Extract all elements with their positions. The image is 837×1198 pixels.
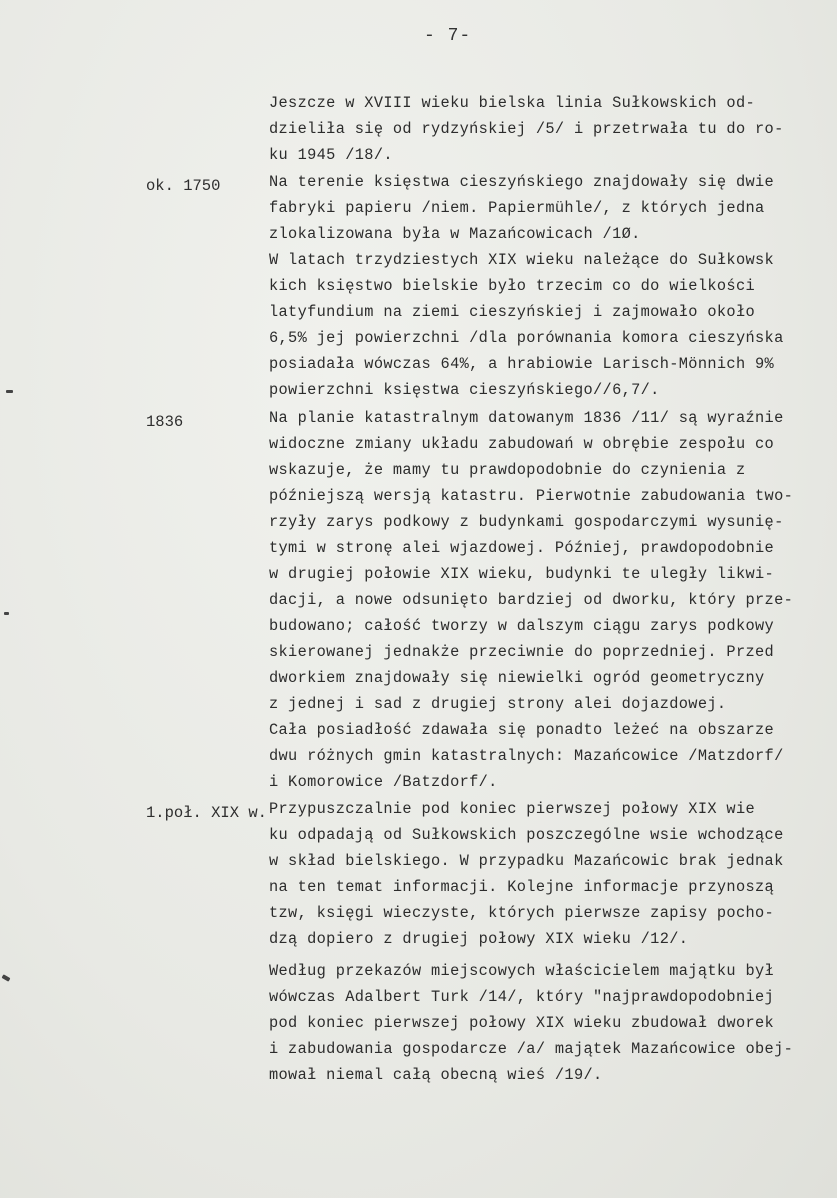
text-line: Cała posiadłość zdawała się ponadto leżeć na obszarze bbox=[269, 721, 775, 739]
text-line: rzyły zarys podkowy z budynkami gospodarczymi wysunię- bbox=[269, 513, 784, 531]
text-line: dwu różnych gmin katastralnych: Mazańcowice /Matzdorf/ bbox=[269, 747, 784, 765]
text-line: powierzchni księstwa cieszyńskiego//6,7/. bbox=[269, 381, 660, 399]
text-line: tymi w stronę alei wjazdowej. Później, prawdopodobnie bbox=[269, 539, 775, 557]
scan-speck bbox=[6, 390, 13, 393]
text-line: Jeszcze w XVIII wieku bielska linia Sułkowskich od- bbox=[269, 94, 756, 112]
text-line: mował niemal całą obecną wieś /19/. bbox=[269, 1066, 603, 1084]
entry-date: ok. 1750 bbox=[146, 177, 221, 195]
text-line: posiadała wówczas 64%, a hrabiowie Larisch-Mönnich 9% bbox=[269, 355, 775, 373]
text-line: i Komorowice /Batzdorf/. bbox=[269, 773, 498, 791]
text-line: w skład bielskiego. W przypadku Mazańcowic brak jednak bbox=[269, 852, 784, 870]
text-line: na ten temat informacji. Kolejne informacje przynoszą bbox=[269, 878, 775, 896]
text-line: widoczne zmiany układu zabudowań w obrębie zespołu co bbox=[269, 435, 775, 453]
text-line: i zabudowania gospodarcze /a/ majątek Mazańcowice obej- bbox=[269, 1040, 794, 1058]
text-line: W latach trzydziestych XIX wieku należące do Sułkowsk bbox=[269, 251, 775, 269]
text-line: tzw, księgi wieczyste, których pierwsze zapisy pocho- bbox=[269, 904, 775, 922]
entry-date: 1836 bbox=[146, 413, 184, 431]
text-line: dzieliła się od rydzyńskiej /5/ i przetrwała tu do ro- bbox=[269, 120, 784, 138]
text-line: zlokalizowana była w Mazańcowicach /1Ø. bbox=[269, 225, 641, 243]
text-line: dacji, a nowe odsunięto bardziej od dworku, który prze- bbox=[269, 591, 794, 609]
text-line: dzą dopiero z drugiej połowy XIX wieku /12/. bbox=[269, 930, 689, 948]
text-line: Przypuszczalnie pod koniec pierwszej połowy XIX wie bbox=[269, 800, 756, 818]
text-line: Na planie katastralnym datowanym 1836 /11/ są wyraźnie bbox=[269, 409, 784, 427]
scan-speck bbox=[4, 612, 9, 615]
text-line: kich księstwo bielskie było trzecim co do wielkości bbox=[269, 277, 756, 295]
text-line: dworkiem znajdowały się niewielki ogród geometryczny bbox=[269, 669, 765, 687]
text-line: późniejszą wersją katastru. Pierwotnie zabudowania two- bbox=[269, 487, 794, 505]
text-line: latyfundium na ziemi cieszyńskiej i zajmowało około bbox=[269, 303, 756, 321]
text-line: 6,5% jej powierzchni /dla porównania komora cieszyńska bbox=[269, 329, 784, 347]
text-line: budowano; całość tworzy w dalszym ciągu zarys podkowy bbox=[269, 617, 775, 635]
text-line: w drugiej połowie XIX wieku, budynki te uległy likwi- bbox=[269, 565, 775, 583]
page-number: - 7- bbox=[424, 26, 472, 46]
scan-speck bbox=[2, 974, 11, 981]
text-line: wówczas Adalbert Turk /14/, który "najprawdopodobniej bbox=[269, 988, 775, 1006]
entry-date: 1.poł. XIX w. bbox=[146, 804, 267, 822]
text-line: z jednej i sad z drugiej strony alei dojazdowej. bbox=[269, 695, 727, 713]
text-line: Według przekazów miejscowych właścicielem majątku był bbox=[269, 962, 775, 980]
text-line: pod koniec pierwszej połowy XIX wieku zbudował dworek bbox=[269, 1014, 775, 1032]
text-line: ku odpadają od Sułkowskich poszczególne wsie wchodzące bbox=[269, 826, 784, 844]
text-line: wskazuje, że mamy tu prawdopodobnie do czynienia z bbox=[269, 461, 746, 479]
text-line: skierowanej jednakże przeciwnie do poprzedniej. Przed bbox=[269, 643, 775, 661]
text-line: fabryki papieru /niem. Papiermühle/, z których jedna bbox=[269, 199, 765, 217]
text-line: Na terenie księstwa cieszyńskiego znajdowały się dwie bbox=[269, 173, 775, 191]
text-line: ku 1945 /18/. bbox=[269, 146, 393, 164]
